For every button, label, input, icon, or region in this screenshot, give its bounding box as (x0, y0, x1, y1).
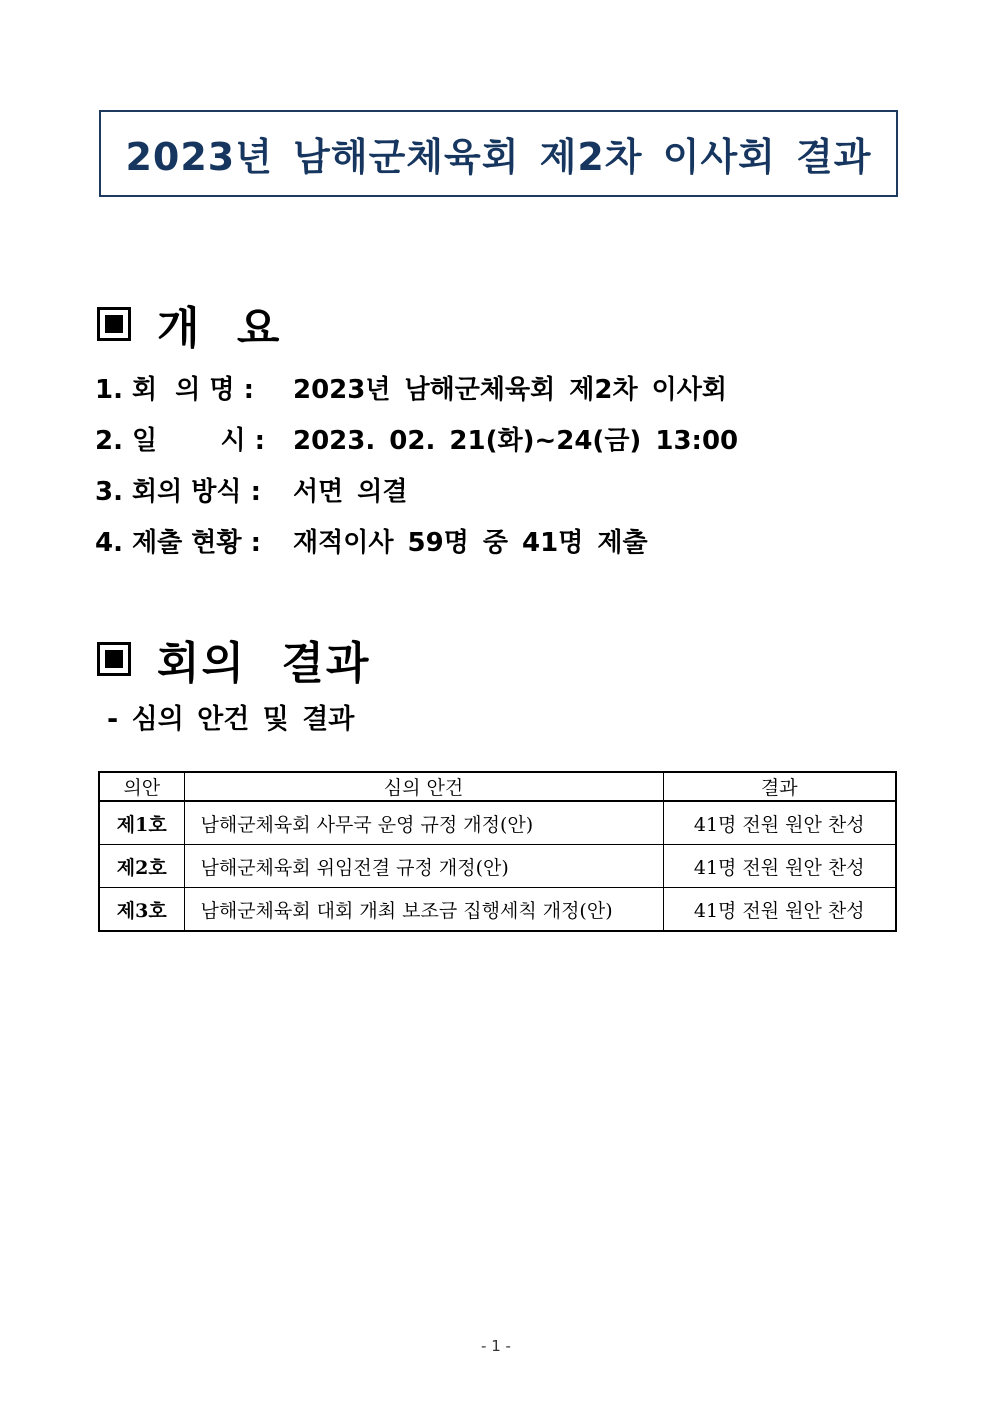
square-bullet-icon (97, 642, 131, 676)
overview-item-method (95, 464, 738, 515)
overview-item-label: 2. 일 시 : (95, 426, 266, 456)
results-heading (97, 627, 370, 691)
overview-item-value: 재적이사 59명 중 41명 제출 (293, 528, 648, 558)
document-title: 2023년 남해군체육회 제2차 이사회 결과 (125, 135, 872, 179)
overview-heading (97, 292, 281, 356)
column-header-agenda: 심의 안건 (184, 772, 663, 801)
agenda-number: 제2호 (99, 845, 184, 888)
results-table (98, 771, 897, 932)
column-header-number: 의안 (99, 772, 184, 801)
table-row (99, 888, 896, 932)
agenda-number: 제1호 (99, 801, 184, 845)
agenda-title: 남해군체육회 위임전결 규정 개정(안) (184, 845, 663, 888)
overview-item-submission (95, 515, 738, 566)
overview-item-value: 2023. 02. 21(화)~24(금) 13:00 (293, 426, 739, 456)
overview-item-value: 서면 의결 (293, 477, 408, 507)
overview-item-label: 4. 제출 현황 : (95, 528, 261, 558)
agenda-title: 남해군체육회 사무국 운영 규정 개정(안) (184, 801, 663, 845)
table-row (99, 801, 896, 845)
agenda-result: 41명 전원 원안 찬성 (663, 888, 896, 932)
overview-item-label: 1. 회 의 명 : (95, 375, 254, 405)
overview-heading-text: 개 요 (157, 303, 282, 354)
overview-item-meeting-name (95, 362, 738, 413)
agenda-title: 남해군체육회 대회 개최 보조금 집행세칙 개정(안) (184, 888, 663, 932)
document-title-box (99, 110, 898, 197)
table-header-row (99, 772, 896, 801)
overview-item-datetime (95, 413, 738, 464)
agenda-result: 41명 전원 원안 찬성 (663, 801, 896, 845)
agenda-number: 제3호 (99, 888, 184, 932)
page-number: - 1 - (481, 1337, 511, 1355)
table-row (99, 845, 896, 888)
square-bullet-icon (97, 307, 131, 341)
results-subheading: - 심의 안건 및 결과 (107, 704, 355, 735)
results-heading-text: 회의 결과 (157, 638, 371, 689)
agenda-result: 41명 전원 원안 찬성 (663, 845, 896, 888)
overview-list (95, 362, 738, 566)
column-header-result: 결과 (663, 772, 896, 801)
overview-item-value: 2023년 남해군체육회 제2차 이사회 (293, 375, 728, 405)
overview-item-label: 3. 회의 방식 : (95, 477, 261, 507)
